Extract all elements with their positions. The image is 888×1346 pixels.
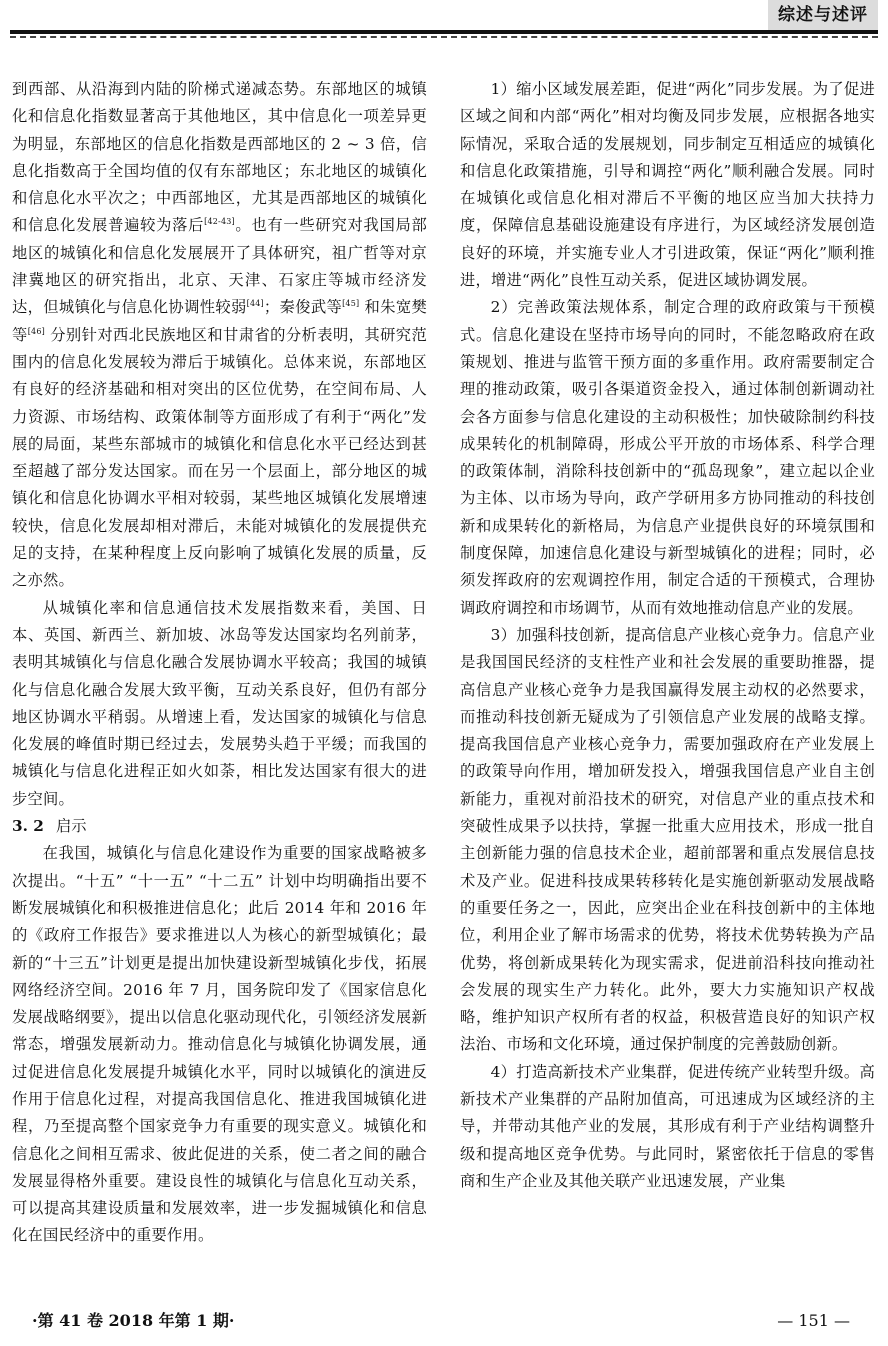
citation[interactable]: [44] [246,299,264,309]
left-column [12,76,427,1250]
citation[interactable]: [46] [27,326,45,336]
right-column [460,76,875,1195]
paragraph: 从城镇化率和信息通信技术发展指数来看，美国、日本、英国、新西兰、新加坡、冰岛等发达国家均名列前茅，表明其城镇化与信息化融合发展协调水平较高；我国的城镇化与信息化融合发展大致平衡，互动关系良好，但仍有部分地区协调水平稍弱。从增速上看，发达国家的城镇化与信息化发展的峰值时期已经过去，发展势头趋于平缓；而我国的城镇化与信息化进程正如火如荼，相比发达国家有很大的进步空间。 [12,598,427,808]
header-rule [10,30,878,34]
citation[interactable]: [42-43] [204,217,235,227]
paragraph: 1）缩小区域发展差距，促进“两化”同步发展。为了促进区域之间和内部“两化”相对均衡及同步发展，应根据各地实际情况，采取合适的发展规划，同步制定互相适应的城镇化和信息化政策措施，引导和调控“两化”顺利融合发展。同时在城镇化或信息化相对滞后不平衡的地区应当加大扶持力度，保障信息基础设施建设有序进行，为区域经济发展创造良好的环境，并实施专业人才引进政策，保证“两化”顺利推进，增进“两化”良性互动关系，促进区域协调发展。 [460,80,875,290]
section-number: 3. 2 [12,817,44,836]
header-dashed-rule [10,36,878,38]
section-heading [12,813,427,840]
section-tag: 综述与述评 [768,0,878,30]
paragraph: 2）完善政策法规体系，制定合理的政府政策与干预模式。信息化建设在坚持市场导向的同时，不能忽略政府在政策规划、推进与监管干预方面的多重作用。政府需要制定合理的推动政策，吸引各渠道资金投入，通过体制创新调动社会各方面参与信息化建设的主动积极性；加快破除制约科技成果转化的机制障碍，形成公平开放的市场体系、科学合理的政策体制，消除科技创新中的“孤岛现象”，建立起以企业为主体、以市场为导向，政产学研用多方协同推动的科技创新和成果转化的新格局，为信息产业提供良好的环境氛围和制度保障，加速信息化建设与新型城镇化的进程；同时，必须发挥政府的宏观调控作用，制定合适的干预模式，合理协调政府调控和市场调节，从而有效地推动信息产业的发展。 [460,298,875,617]
section-title: 启示 [55,817,87,836]
paragraph: 4）打造高新技术产业集群，促进传统产业转型升级。高新技术产业集群的产品附加值高，可迅速成为区域经济的主导，并带动其他产业的发展，其形成有利于产业结构调整升级和提高地区竞争优势。与此同时，紧密依托于信息的零售商和生产企业及其他关联产业迅速发展，产业集 [460,1062,875,1190]
page-number: — 151 — [777,1311,850,1330]
paragraph: 到西部、从沿海到内陆的阶梯式递减态势。东部地区的城镇化和信息化指数显著高于其他地区，其中信息化一项差异更为明显，东部地区的信息化指数是西部地区的 2 ~ 3 倍，信息化指数高于全国均值的仅有东部地区；东北地区的城镇化和信息化水平次之；中西部地区，尤其是西部地区的城镇化和信息化发展普遍较为落后[42-43]。也有一些研究对我国局部地区的城镇化和信息化发展展开了具体研究，祖广哲等对京津冀地区的研究指出，北京、天津、石家庄等城市经济发达，但城镇化与信息化协调性较弱[44]；秦俊武等[45] 和朱宽樊等[46] 分别针对西北民族地区和甘肃省的分析表明，其研究范围内的信息化发展较为滞后于城镇化。总体来说，东部地区有良好的经济基础和相对突出的区位优势，在空间布局、人力资源、市场结构、政策体制等方面形成了有利于“两化”发展的局面，某些东部城市的城镇化和信息化水平已经达到甚至超越了部分发达国家。而在另一个层面上，部分地区的城镇化和信息化协调水平相对较弱，某些地区城镇化发展增速较快，信息化发展却相对滞后，未能对城镇化的发展提供充足的支持，在某种程度上反向影响了城镇化发展的质量，反之亦然。 [12,80,427,590]
journal-volume: ·第 41 卷 2018 年第 1 期· [32,1311,235,1330]
paragraph: 3）加强科技创新，提高信息产业核心竞争力。信息产业是我国国民经济的支柱性产业和社会发展的重要助推器，提高信息产业核心竞争力是我国赢得发展主动权的必然要求，而推动科技创新无疑成为了引领信息产业发展的战略支撑。提高我国信息产业核心竞争力，需要加强政府在产业发展上的政策导向作用，增加研发投入，增强我国信息产业自主创新能力，重视对前沿技术的研究，对信息产业的重点技术和突破性成果予以扶持，掌握一批重大应用技术，形成一批自主创新能力强的信息技术企业，超前部署和重点发展信息技术及产业。促进科技成果转移转化是实施创新驱动发展战略的重要任务之一，因此，应突出企业在科技创新中的主体地位，利用企业了解市场需求的优势，将技术优势转换为产品优势，将创新成果转化为现实需求，促进前沿科技向推动社会发展的现实生产力转化。此外，要大力实施知识产权战略，维护知识产权所有者的权益，积极营造良好的知识产权法治、市场和文化环境，通过保护制度的完善鼓励创新。 [460,625,875,1054]
paragraph: 在我国，城镇化与信息化建设作为重要的国家战略被多次提出。“十五” “十一五” “十二五” 计划中均明确指出要不断发展城镇化和积极推进信息化；此后 2014 年和 2016 年的《政府工作报告》要求推进以人为核心的新型城镇化；最新的“十三五”计划更是提出加快建设新型城镇化步伐，拓展网络经济空间。2016 年 7 月，国务院印发了《国家信息化发展战略纲要》，提出以信息化驱动现代化，引领经济发展新常态，增强发展新动力。推动信息化与城镇化协调发展，通过促进信息化发展提升城镇化水平，同时以城镇化的演进反作用于信息化过程，对提高我国信息化、推进我国城镇化进程，乃至提高整个国家竞争力有重要的现实意义。城镇化和信息化之间相互需求、彼此促进的关系，使二者之间的融合发展显得格外重要。建设良性的城镇化与信息化互动关系，可以提高其建设质量和发展效率，进一步发掘城镇化和信息化在国民经济中的重要作用。 [12,844,427,1245]
citation[interactable]: [45] [342,299,360,309]
